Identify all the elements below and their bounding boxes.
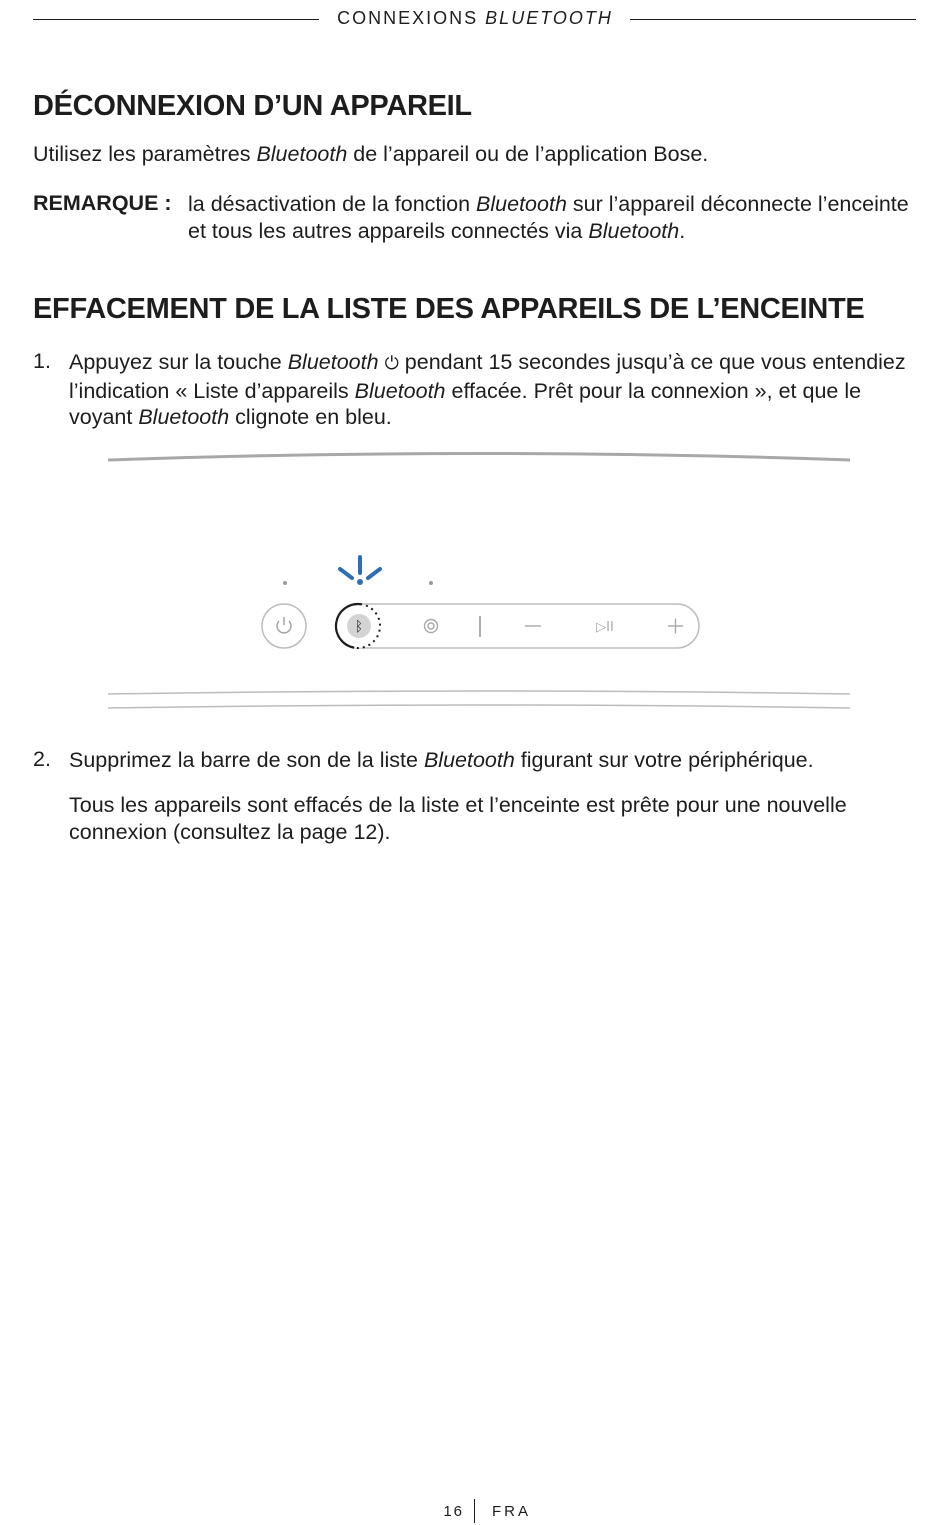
note-text-3: .: [679, 218, 686, 243]
play-pause-icon: ▷II: [596, 620, 614, 635]
speaker-button-illustration: [100, 445, 860, 720]
step1-text-4: clignote en bleu.: [229, 405, 392, 429]
power-button: [262, 604, 306, 648]
step-1-text: [69, 349, 929, 431]
indicator-dot-right: [429, 581, 433, 585]
note-text: [188, 191, 918, 244]
section-heading-clear-list: EFFACEMENT DE LA LISTE DES APPAREILS DE L’ENCEINTE: [33, 293, 865, 325]
step1-text-2: pendant 15 secondes jusqu’à ce que vous entendiez l’indication « Liste d’appareils: [69, 350, 906, 403]
step1-italic-1: Bluetooth: [287, 350, 379, 374]
note-italic-2: Bluetooth: [588, 218, 680, 243]
header-title-prefix: CONNEXIONS: [337, 8, 479, 28]
inline-power-icon: ⏻: [384, 353, 399, 374]
step-1-number: 1.: [33, 349, 51, 373]
note-text-2: sur l’appareil déconnecte l’enceinte et tous les autres appareils connectés via: [188, 192, 909, 243]
note-italic-1: Bluetooth: [476, 192, 567, 216]
step2-text-1: Supprimez la barre de son de la liste: [69, 748, 424, 772]
step-2-number: 2.: [33, 747, 51, 771]
speaker-top-edge: [108, 454, 850, 461]
step1-italic-2: Bluetooth: [354, 378, 446, 403]
button-strip: [336, 604, 699, 648]
section-heading-disconnect: DÉCONNEXION D’UN APPAREIL: [33, 90, 472, 122]
step1-text-1: Appuyez sur la touche: [69, 350, 288, 374]
disconnect-paragraph: [33, 141, 708, 168]
step2-italic-1: Bluetooth: [423, 748, 515, 772]
blinking-indicator-icon: [340, 557, 380, 585]
indicator-ray-right: [368, 569, 380, 578]
footer-language: FRA: [492, 1503, 531, 1520]
para-text-2: de l’appareil ou de l’application Bose.: [347, 142, 709, 166]
note-text-1: la désactivation de la fonction: [188, 192, 477, 216]
speaker-bottom-line-2: [108, 705, 850, 708]
header-title-italic: BLUETOOTH: [485, 8, 613, 28]
page-number: 16: [443, 1503, 464, 1520]
speaker-bottom-line-1: [108, 691, 850, 694]
indicator-ray-left: [340, 569, 352, 578]
running-header: [0, 8, 950, 29]
bluetooth-icon: ᛒ: [354, 619, 364, 635]
step-2-follow-text: Tous les appareils sont effacés de la liste et l’enceinte est prête pour une nouvelle connexion (consultez la page 12).: [69, 793, 847, 844]
step1-italic-3: Bluetooth: [138, 405, 230, 429]
footer-separator: [474, 1499, 475, 1523]
step2-text-2: figurant sur votre périphérique.: [514, 748, 814, 772]
para-italic: Bluetooth: [256, 142, 348, 166]
para-text-1: Utilisez les paramètres: [33, 142, 257, 166]
indicator-led: [357, 579, 363, 585]
note-label: REMARQUE :: [33, 191, 172, 215]
step-2-text: [69, 747, 929, 774]
indicator-dot-left: [283, 581, 287, 585]
step1-text-3: effacée. Prêt pour la connexion », et que le voyant: [69, 378, 862, 429]
